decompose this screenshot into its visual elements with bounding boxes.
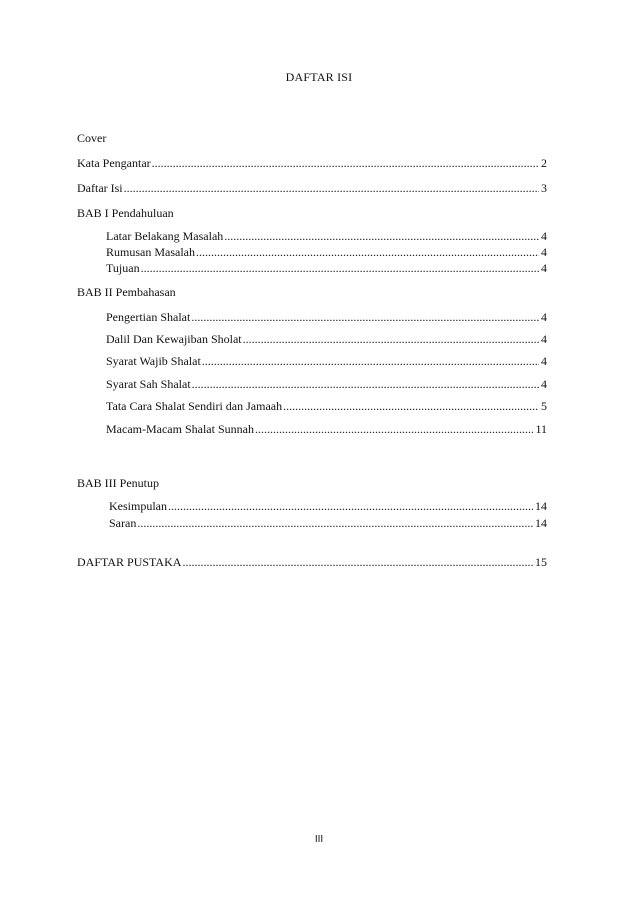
toc-cover bbox=[77, 131, 106, 145]
toc-page-number: 5 bbox=[541, 399, 547, 413]
toc-bab1-item bbox=[106, 245, 547, 259]
dot-leader bbox=[191, 310, 539, 324]
toc-entry-label: Kesimpulan bbox=[109, 499, 167, 513]
toc-bab2-item bbox=[106, 422, 547, 436]
toc-chapter-heading: BAB III Penutup bbox=[77, 476, 159, 490]
toc-bab1-item bbox=[106, 229, 547, 243]
toc-page-number: 4 bbox=[541, 332, 547, 346]
toc-bab2-item bbox=[106, 310, 547, 324]
toc-kata-pengantar bbox=[77, 156, 547, 170]
toc-entry-label: Pengertian Shalat bbox=[106, 310, 191, 324]
toc-page-number: 14 bbox=[535, 499, 547, 513]
toc-entry-label: Tujuan bbox=[106, 261, 140, 275]
toc-entry-label: Syarat Sah Shalat bbox=[106, 377, 191, 391]
dot-leader bbox=[255, 422, 533, 436]
toc-bab3-item bbox=[109, 516, 547, 530]
toc-chapter-heading: BAB II Pembahasan bbox=[77, 285, 176, 299]
toc-entry-label: DAFTAR PUSTAKA bbox=[77, 555, 182, 569]
toc-entry-label: Latar Belakang Masalah bbox=[106, 229, 224, 243]
toc-page-number: 3 bbox=[541, 181, 547, 195]
toc-bab2-heading bbox=[77, 285, 176, 299]
dot-leader bbox=[137, 516, 533, 530]
toc-page-number: 14 bbox=[535, 516, 547, 530]
toc-page-number: 15 bbox=[535, 555, 547, 569]
toc-entry-label: Dalil Dan Kewajiban Sholat bbox=[106, 332, 242, 346]
toc-bab3-heading bbox=[77, 476, 159, 490]
page-number: III bbox=[314, 834, 324, 845]
toc-bab1-item bbox=[106, 261, 547, 275]
dot-leader bbox=[243, 332, 539, 346]
dot-leader bbox=[224, 229, 539, 243]
toc-bab2-item bbox=[106, 377, 547, 391]
toc-page-number: 4 bbox=[541, 354, 547, 368]
toc-page-number: 4 bbox=[541, 229, 547, 243]
toc-entry-label: Kata Pengantar bbox=[77, 156, 151, 170]
toc-bab2-item bbox=[106, 399, 547, 413]
dot-leader bbox=[124, 181, 539, 195]
toc-entry-label: Daftar Isi bbox=[77, 181, 123, 195]
dot-leader bbox=[168, 499, 533, 513]
toc-bab1-heading bbox=[77, 206, 174, 220]
toc-daftar-isi bbox=[77, 181, 547, 195]
toc-page-number: 4 bbox=[541, 245, 547, 259]
dot-leader bbox=[182, 555, 533, 569]
toc-page-number: 4 bbox=[541, 261, 547, 275]
toc-bab3-item bbox=[109, 499, 547, 513]
toc-bab2-item bbox=[106, 354, 547, 368]
dot-leader bbox=[202, 354, 539, 368]
page-title: DAFTAR ISI bbox=[285, 70, 353, 84]
toc-page-number: 4 bbox=[541, 377, 547, 391]
toc-page-number: 11 bbox=[535, 422, 547, 436]
dot-leader bbox=[152, 156, 539, 170]
dot-leader bbox=[196, 245, 539, 259]
toc-entry-label: Saran bbox=[109, 516, 137, 530]
toc-page-number: 4 bbox=[541, 310, 547, 324]
dot-leader bbox=[192, 377, 539, 391]
toc-entry-label: Macam-Macam Shalat Sunnah bbox=[106, 422, 254, 436]
dot-leader bbox=[141, 261, 539, 275]
toc-entry-label: Tata Cara Shalat Sendiri dan Jamaah bbox=[106, 399, 283, 413]
dot-leader bbox=[283, 399, 539, 413]
toc-entry-label: Syarat Wajib Shalat bbox=[106, 354, 201, 368]
toc-daftar-pustaka bbox=[77, 555, 547, 569]
toc-page-number: 2 bbox=[541, 156, 547, 170]
toc-bab2-item bbox=[106, 332, 547, 346]
toc-entry-label: Cover bbox=[77, 131, 107, 145]
toc-entry-label: Rumusan Masalah bbox=[106, 245, 195, 259]
toc-chapter-heading: BAB I Pendahuluan bbox=[77, 206, 174, 220]
